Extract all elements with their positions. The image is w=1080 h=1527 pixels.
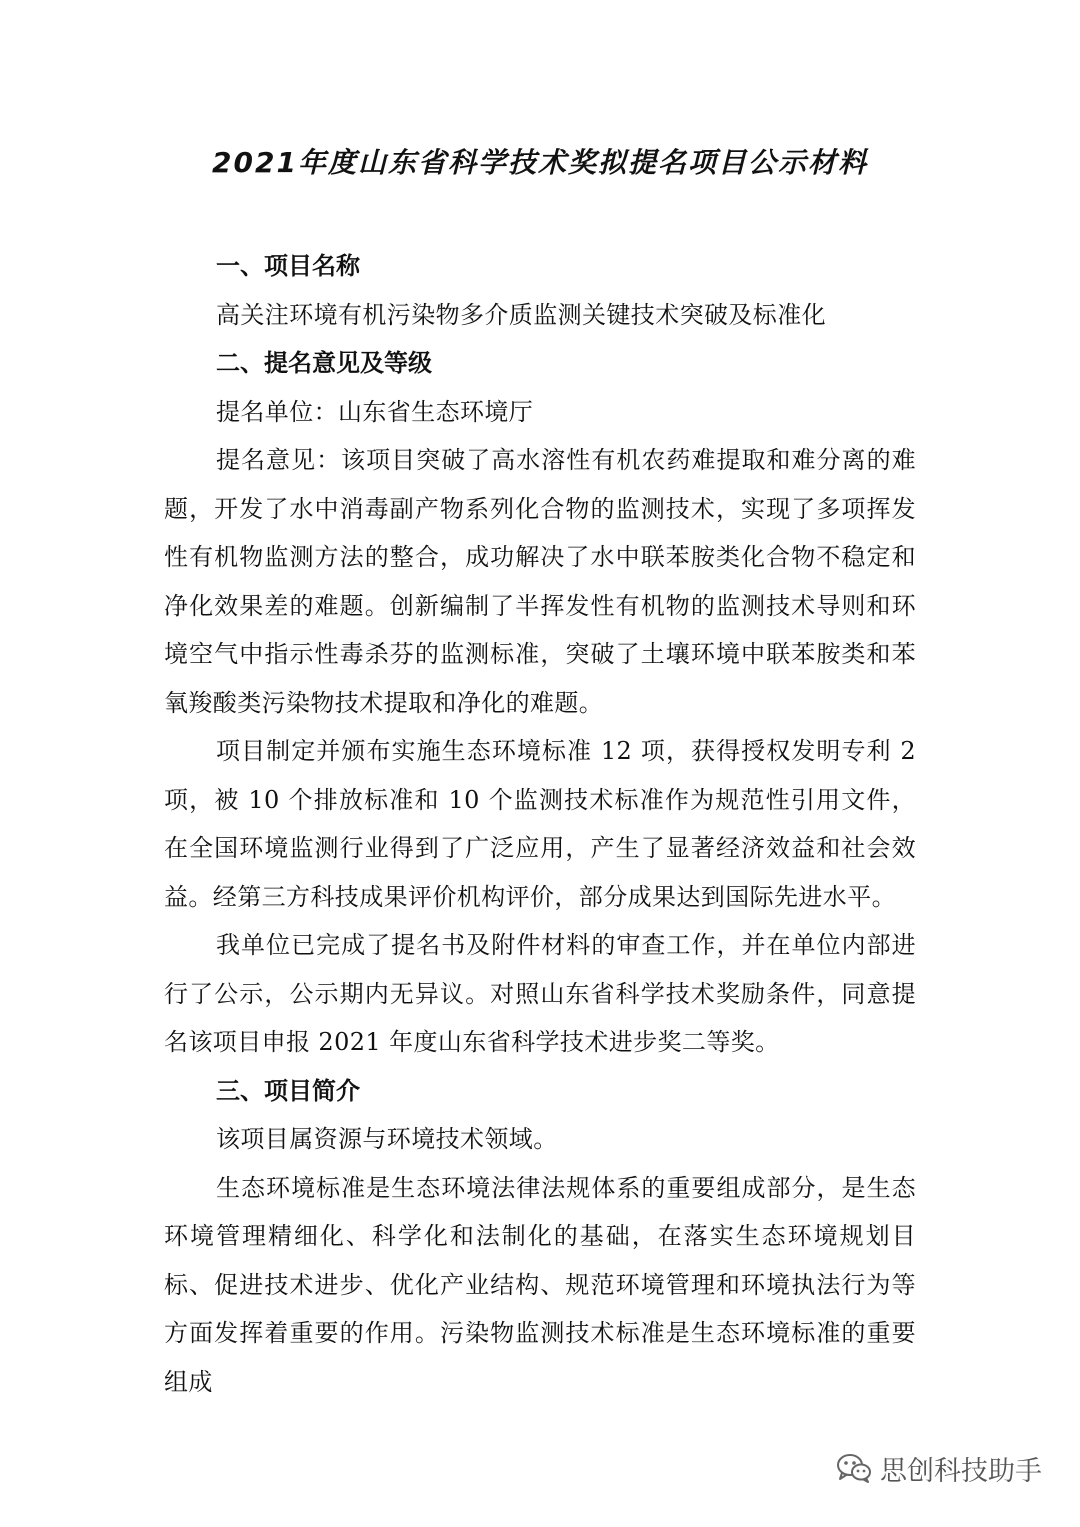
project-name-text: 高关注环境有机污染物多介质监测关键技术突破及标准化 [216, 300, 826, 329]
section-heading-project-name: 一、项目名称 [216, 252, 360, 280]
section-heading-nomination: 二、提名意见及等级 [216, 349, 432, 377]
opinion-paragraph-3: 我单位已完成了提名书及附件材料的审查工作，并在单位内部进行了公示，公示期内无异议。对照山东省科学技术奖励条件，同意提名该项目申报 2021 年度山东省科学技术进步奖二等奖。 [164, 931, 916, 1056]
nominator-text: 提名单位：山东省生态环境厅 [216, 397, 534, 426]
wechat-icon [836, 1452, 872, 1484]
document-body [164, 242, 916, 1406]
section-heading-introduction: 三、项目简介 [216, 1076, 360, 1105]
opinion-paragraph-1: 提名意见：该项目突破了高水溶性有机农药难提取和难分离的难题，开发了水中消毒副产物系列化合物的监测技术，实现了多项挥发性有机物监测方法的整合，成功解决了水中联苯胺类化合物不稳定和净化效果差的难题。创新编制了半挥发性有机物的监测技术导则和环境空气中指示性毒杀芬的监测标准，突破了土壤环境中联苯胺类和苯氧羧酸类污染物技术提取和净化的难题。 [164, 446, 916, 717]
opinion-paragraph-2: 项目制定并颁布实施生态环境标准 12 项，获得授权发明专利 2 项，被 10 个排放标准和 10 个监测技术标准作为规范性引用文件，在全国环境监测行业得到了广泛应用，产生了显著经济效益和社会效益。经第三方科技成果评价机构评价，部分成果达到国际先进水平。 [164, 737, 916, 911]
watermark [836, 1448, 1042, 1488]
watermark-text: 思创科技助手 [880, 1455, 1042, 1487]
intro-paragraph-1: 该项目属资源与环境技术领域。 [216, 1125, 558, 1153]
document-title: 2021年度山东省科学技术奖拟提名项目公示材料 [212, 146, 868, 179]
intro-paragraph-2: 生态环境标准是生态环境法律法规体系的重要组成部分，是生态环境管理精细化、科学化和法制化的基础，在落实生态环境规划目标、促进技术进步、优化产业结构、规范环境管理和环境执法行为等方面发挥着重要的作用。污染物监测技术标准是生态环境标准的重要组成 [164, 1173, 916, 1396]
